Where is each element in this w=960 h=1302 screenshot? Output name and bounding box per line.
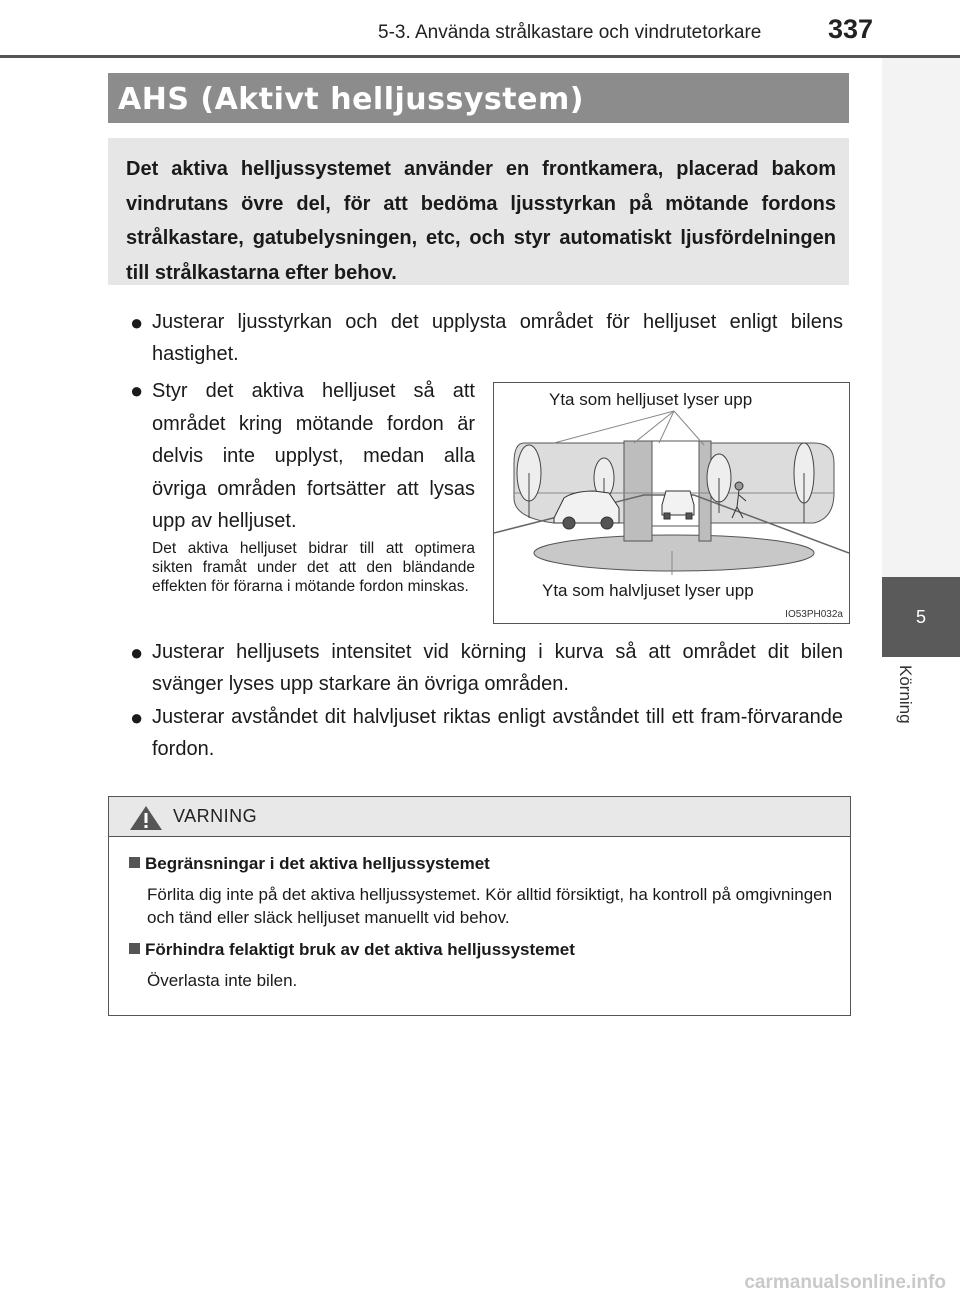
bullet-item: [130, 307, 843, 370]
bullet-item: [130, 702, 843, 765]
label-high-beam-area: Yta som helljuset lyser upp: [549, 390, 753, 409]
bullet-item: [130, 637, 843, 700]
square-bullet-icon: [129, 943, 140, 954]
warning-box: [108, 796, 851, 1016]
section-title: 5-3. Använda strålkastare och vindrutetorkare: [378, 22, 762, 43]
page-header: [0, 0, 960, 58]
side-margin: [882, 58, 960, 577]
warning-subheading: [129, 940, 575, 960]
bullet-text: Justerar helljusets intensitet vid körning i kurva så att området dit bilen svänger lyses upp starkare än övriga områden.: [152, 641, 843, 695]
warning-triangle-icon: [129, 805, 163, 831]
page-number: 337: [828, 14, 874, 44]
page-title: AHS (Aktivt helljussystem): [118, 82, 584, 117]
square-bullet-icon: [129, 857, 140, 868]
figure-code: IO53PH032a: [785, 609, 843, 620]
label-low-beam-area: Yta som halvljuset lyser upp: [542, 581, 754, 600]
bullet-item: [130, 375, 475, 538]
warning-label: VARNING: [173, 806, 258, 826]
title-bar: [108, 73, 849, 123]
warning-subheading: [129, 854, 490, 874]
bullet-text: Justerar avståndet dit halvljuset riktas enligt avståndet till ett fram-förvarande fordon.: [152, 706, 843, 760]
bullet-dot: ●: [130, 640, 144, 665]
header-rule: [0, 55, 960, 58]
warning-body-text: Förlita dig inte på det aktiva helljussystemet. Kör alltid försiktigt, ha kontroll på omgivningen och tänd eller släck helljuset manuellt vid behov.: [147, 885, 833, 927]
warning-body-text: Överlasta inte bilen.: [147, 971, 298, 990]
bullet-dot: ●: [130, 310, 144, 335]
chapter-label-wrap: [893, 665, 923, 745]
watermark: carmanualsonline.info: [744, 1272, 946, 1293]
note-text: Det aktiva helljuset bidrar till att optimera sikten framåt under det att den bländande effekten för förarna i mötande fordon minskas.: [152, 540, 475, 595]
warning-header: [109, 797, 850, 837]
chapter-label: Körning: [896, 665, 915, 724]
bullet-text: Justerar ljusstyrkan och det upplysta området för helljuset enligt bilens hastighet.: [152, 311, 843, 365]
intro-box: [108, 138, 849, 285]
bullet-dot: ●: [130, 378, 144, 403]
warning-heading-text: Förhindra felaktigt bruk av det aktiva helljussystemet: [145, 940, 575, 959]
chapter-tab[interactable]: [882, 577, 960, 657]
bullet-text: Styr det aktiva helljuset så att området kring mötande fordon är delvis inte upplyst, medan alla övriga områden fortsätter att lysas upp av helljuset.: [152, 380, 475, 532]
chapter-number: 5: [915, 607, 926, 627]
headlight-illustration: [493, 382, 850, 624]
warning-heading-text: Begränsningar i det aktiva helljussystemet: [145, 854, 490, 873]
bullet-dot: ●: [130, 705, 144, 730]
intro-text: Det aktiva helljussystemet använder en frontkamera, placerad bakom vindrutans övre del, för att bedöma ljusstyrkan på mötande fordons strålkastare, gatubelysningen, etc, och styr automatiskt ljusfördelningen till strålkastarna efter behov.: [126, 158, 836, 284]
